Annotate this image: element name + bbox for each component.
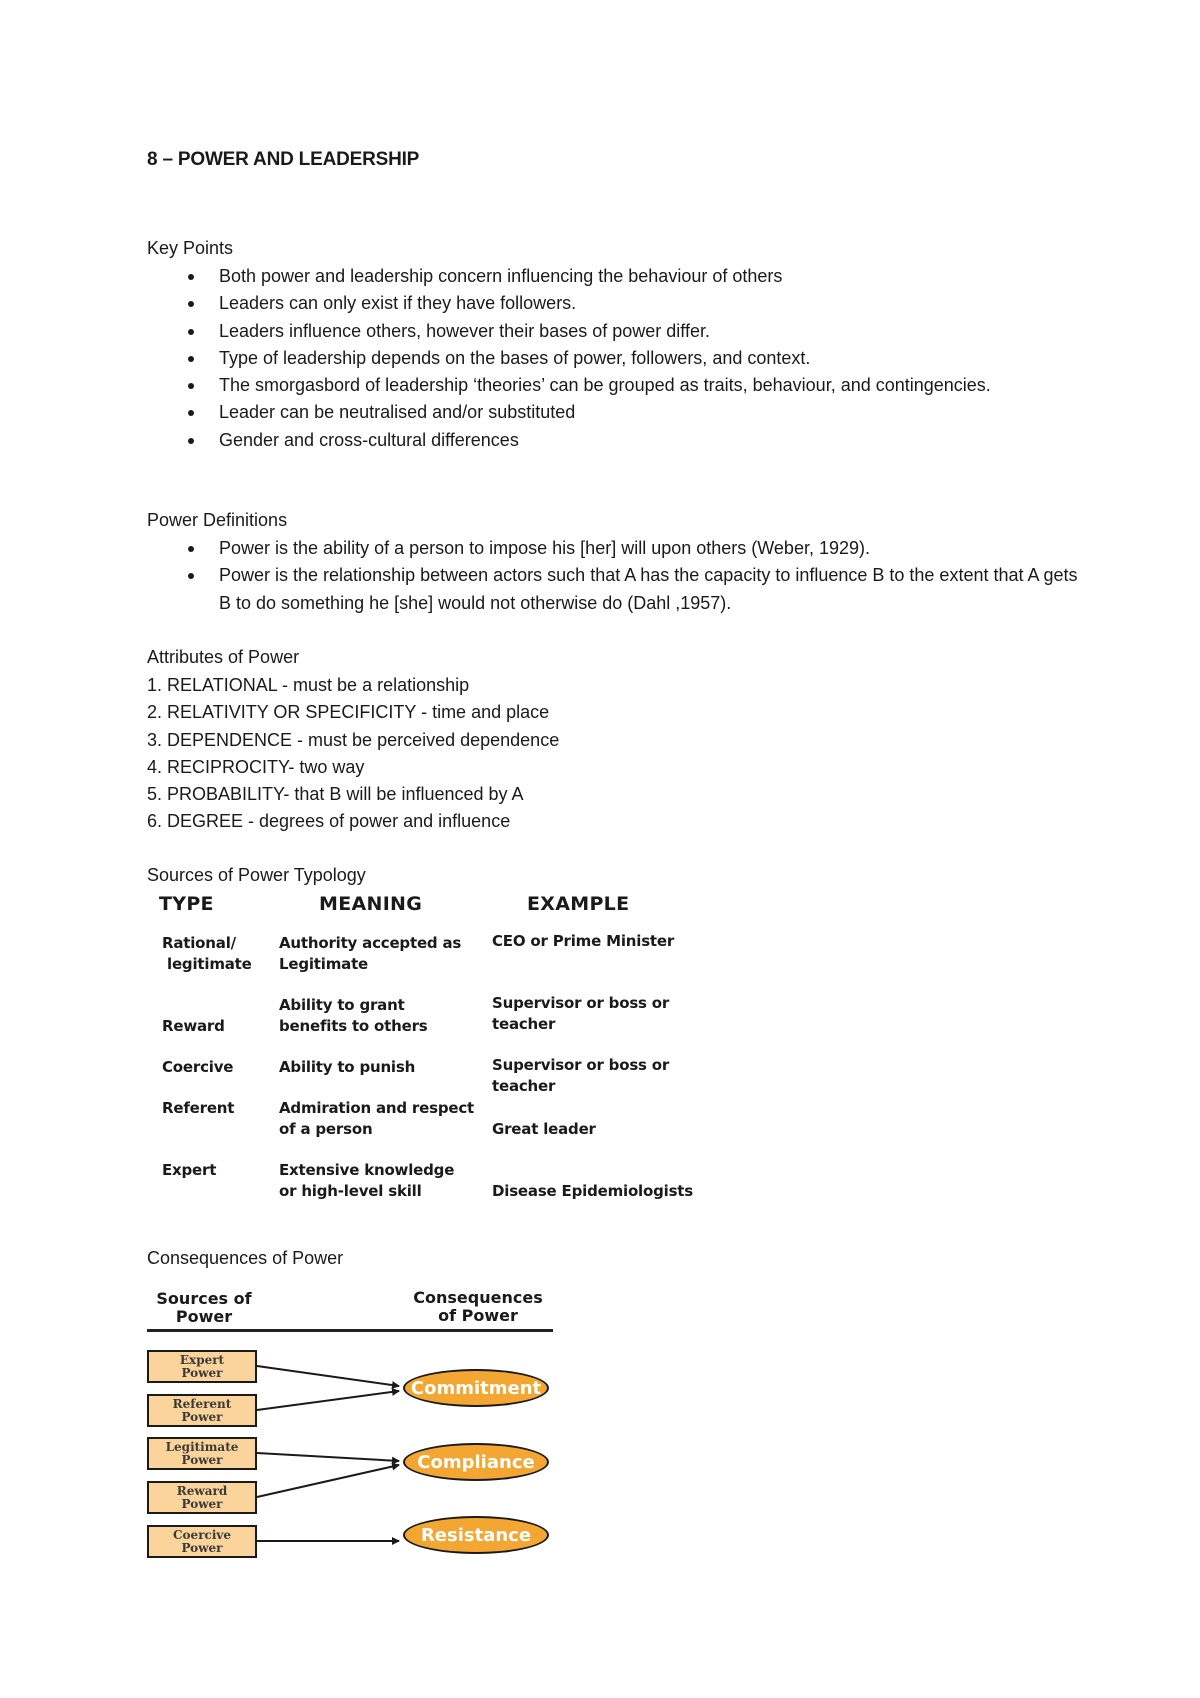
table-cell-example: Disease Epidemiologists xyxy=(492,1182,694,1200)
list-item: Leaders can only exist if they have followers. xyxy=(147,290,1087,317)
column-header-meaning: MEANING xyxy=(319,893,423,915)
list-item: Power is the ability of a person to impose his [her] will upon others (Weber, 1929). xyxy=(147,535,1087,562)
arrow-expert-commitment xyxy=(257,1366,399,1386)
list-item: 1. RELATIONAL - must be a relationship xyxy=(147,675,470,695)
page-title: 8 – POWER AND LEADERSHIP xyxy=(147,149,420,170)
key-points-heading: Key Points xyxy=(147,238,234,258)
table-cell-example: Supervisor or boss or teacher xyxy=(492,1056,670,1095)
consequences-heading: Consequences of Power xyxy=(147,1248,344,1268)
consequences-column-header: Consequences of Power xyxy=(413,1288,543,1325)
list-item: Both power and leadership concern influencing the behaviour of others xyxy=(147,263,1087,290)
list-item: 4. RECIPROCITY- two way xyxy=(147,756,365,777)
bullet-icon xyxy=(188,438,194,444)
power-definitions-heading: Power Definitions xyxy=(147,510,288,530)
source-box-reward: Reward Power xyxy=(147,1481,257,1514)
table-cell-meaning: Extensive knowledge or high-level skill xyxy=(279,1161,455,1200)
consequences-diagram xyxy=(147,1273,567,1553)
list-item: Type of leadership depends on the bases of power, followers, and context. xyxy=(147,345,1087,372)
list-item: Power is the relationship between actors such that A has the capacity to influence B to the extent that A gets B to do something he [she] would not otherwise do (Dahl ,1957). xyxy=(147,562,1087,617)
outcome-oval-resistance: Resistance xyxy=(403,1516,549,1554)
table-cell-meaning: Ability to grant benefits to others xyxy=(279,996,428,1035)
bullet-icon xyxy=(188,573,194,579)
attributes-list xyxy=(147,672,559,836)
list-item: Leaders influence others, however their bases of power differ. xyxy=(147,318,1087,345)
table-cell-meaning: Authority accepted as Legitimate xyxy=(279,934,462,973)
table-cell-example: CEO or Prime Minister xyxy=(492,932,675,950)
bullet-icon xyxy=(188,410,194,416)
table-cell-meaning: Ability to punish xyxy=(279,1058,416,1076)
list-item: Leader can be neutralised and/or substituted xyxy=(147,399,1087,426)
arrow-referent-commitment xyxy=(257,1391,399,1410)
outcome-oval-compliance: Compliance xyxy=(403,1443,549,1481)
list-item: 2. RELATIVITY OR SPECIFICITY - time and place xyxy=(147,702,550,723)
arrow-legitimate-compliance xyxy=(257,1453,399,1461)
bullet-icon xyxy=(188,383,194,389)
table-cell-type: Rational/ legitimate xyxy=(162,934,252,973)
source-box-coercive: Coercive Power xyxy=(147,1525,257,1558)
bullet-icon xyxy=(188,274,194,280)
key-points-list xyxy=(147,263,1087,454)
source-box-expert: Expert Power xyxy=(147,1350,257,1383)
table-cell-type: Expert xyxy=(162,1161,217,1179)
source-box-legitimate: Legitimate Power xyxy=(147,1437,257,1470)
table-cell-example: Supervisor or boss or teacher xyxy=(492,994,670,1033)
typology-heading: Sources of Power Typology xyxy=(147,865,366,885)
sources-column-header: Sources of Power xyxy=(156,1289,252,1326)
source-box-referent: Referent Power xyxy=(147,1394,257,1427)
outcome-oval-commitment: Commitment xyxy=(403,1369,549,1407)
arrow-reward-compliance xyxy=(257,1465,399,1497)
attributes-heading: Attributes of Power xyxy=(147,647,300,667)
power-definitions-list xyxy=(147,535,1087,617)
list-item: The smorgasbord of leadership ‘theories’ can be grouped as traits, behaviour, and contingencies. xyxy=(147,372,1009,399)
table-cell-type: Reward xyxy=(162,1017,225,1035)
typology-table xyxy=(147,893,707,1213)
table-cell-meaning: Admiration and respect of a person xyxy=(279,1099,474,1138)
list-item: Gender and cross-cultural differences xyxy=(147,427,1087,454)
column-header-type: TYPE xyxy=(159,893,214,915)
table-cell-type: Referent xyxy=(162,1099,235,1117)
list-item: 5. PROBABILITY- that B will be influenced by A xyxy=(147,784,524,805)
bullet-icon xyxy=(188,546,194,552)
list-item: 6. DEGREE - degrees of power and influence xyxy=(147,811,511,832)
bullet-icon xyxy=(188,301,194,307)
list-item: 3. DEPENDENCE - must be perceived dependence xyxy=(147,729,560,750)
column-header-example: EXAMPLE xyxy=(527,893,630,915)
bullet-icon xyxy=(188,329,194,335)
table-cell-type: Coercive xyxy=(162,1058,234,1076)
table-cell-example: Great leader xyxy=(492,1120,596,1138)
bullet-icon xyxy=(188,356,194,362)
